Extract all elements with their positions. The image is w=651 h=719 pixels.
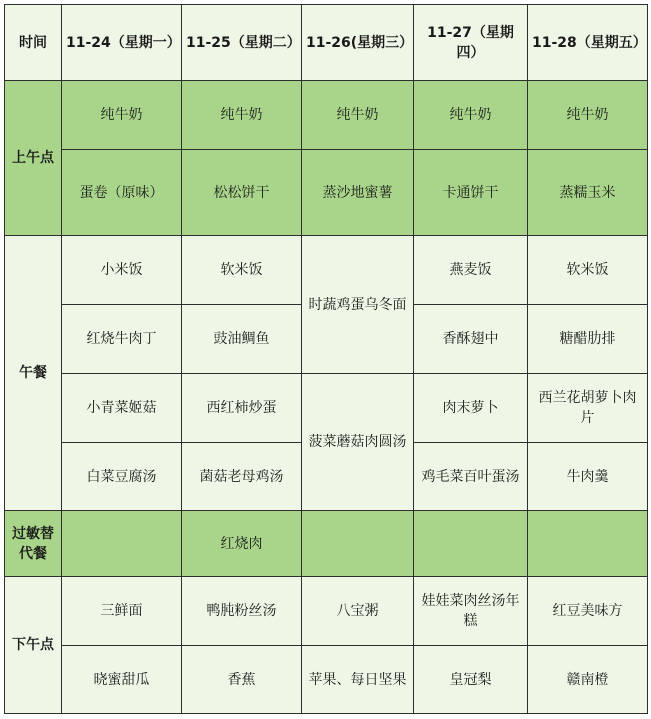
- menu-cell-wed-soup: 菠菜蘑菇肉圆汤: [302, 374, 414, 511]
- menu-cell: 红豆美味方: [528, 577, 648, 646]
- menu-cell: 鸡毛菜百叶蛋汤: [414, 443, 528, 511]
- afternoon-snack-row-1: [5, 577, 648, 646]
- afternoon-snack-label: 下午点: [5, 577, 62, 714]
- menu-cell: 蒸沙地蜜薯: [302, 150, 414, 236]
- menu-cell: 红烧牛肉丁: [62, 305, 182, 374]
- lunch-row-1: [5, 236, 648, 305]
- day-header-mon: 11-24（星期一）: [62, 5, 182, 81]
- menu-cell: 香酥翅中: [414, 305, 528, 374]
- menu-cell: 纯牛奶: [528, 81, 648, 150]
- menu-cell-wed-noodle: 时蔬鸡蛋乌冬面: [302, 236, 414, 374]
- day-header-fri: 11-28（星期五）: [528, 5, 648, 81]
- menu-cell: 白菜豆腐汤: [62, 443, 182, 511]
- menu-cell: 苹果、每日坚果: [302, 646, 414, 714]
- menu-cell: 娃娃菜肉丝汤年糕: [414, 577, 528, 646]
- menu-cell: 鸭肫粉丝汤: [182, 577, 302, 646]
- menu-cell: 皇冠梨: [414, 646, 528, 714]
- menu-cell: 肉末萝卜: [414, 374, 528, 443]
- menu-cell: [528, 511, 648, 577]
- menu-cell: 八宝粥: [302, 577, 414, 646]
- menu-cell: 卡通饼干: [414, 150, 528, 236]
- menu-cell: 纯牛奶: [414, 81, 528, 150]
- morning-snack-row-1: [5, 81, 648, 150]
- menu-cell: 纯牛奶: [62, 81, 182, 150]
- allergy-row: [5, 511, 648, 577]
- menu-cell: 红烧肉: [182, 511, 302, 577]
- menu-cell: 蛋卷（原味）: [62, 150, 182, 236]
- afternoon-snack-row-2: [5, 646, 648, 714]
- menu-cell: 软米饭: [528, 236, 648, 305]
- lunch-row-3: [5, 374, 648, 443]
- menu-cell: 纯牛奶: [182, 81, 302, 150]
- menu-cell: 西红柿炒蛋: [182, 374, 302, 443]
- header-row: [5, 5, 648, 81]
- morning-snack-row-2: [5, 150, 648, 236]
- menu-cell: 软米饭: [182, 236, 302, 305]
- menu-cell: 纯牛奶: [302, 81, 414, 150]
- weekly-menu-table: [4, 4, 648, 714]
- menu-cell: 小青菜姬菇: [62, 374, 182, 443]
- day-header-thu: 11-27（星期四）: [414, 5, 528, 81]
- menu-cell: 香蕉: [182, 646, 302, 714]
- menu-cell: 蒸糯玉米: [528, 150, 648, 236]
- menu-cell: [62, 511, 182, 577]
- morning-snack-label: 上午点: [5, 81, 62, 236]
- menu-cell: [414, 511, 528, 577]
- menu-cell: 西兰花胡萝卜肉片: [528, 374, 648, 443]
- day-header-tue: 11-25（星期二）: [182, 5, 302, 81]
- menu-cell: 菌菇老母鸡汤: [182, 443, 302, 511]
- allergy-label: 过敏替代餐: [5, 511, 62, 577]
- menu-cell: [302, 511, 414, 577]
- menu-cell: 三鲜面: [62, 577, 182, 646]
- menu-cell: 牛肉羹: [528, 443, 648, 511]
- menu-cell: 豉油鲷鱼: [182, 305, 302, 374]
- menu-cell: 晓蜜甜瓜: [62, 646, 182, 714]
- menu-cell: 赣南橙: [528, 646, 648, 714]
- menu-cell: 松松饼干: [182, 150, 302, 236]
- day-header-wed: 11-26(星期三）: [302, 5, 414, 81]
- time-header: 时间: [5, 5, 62, 81]
- menu-cell: 小米饭: [62, 236, 182, 305]
- lunch-label: 午餐: [5, 236, 62, 511]
- menu-cell: 燕麦饭: [414, 236, 528, 305]
- menu-cell: 糖醋肋排: [528, 305, 648, 374]
